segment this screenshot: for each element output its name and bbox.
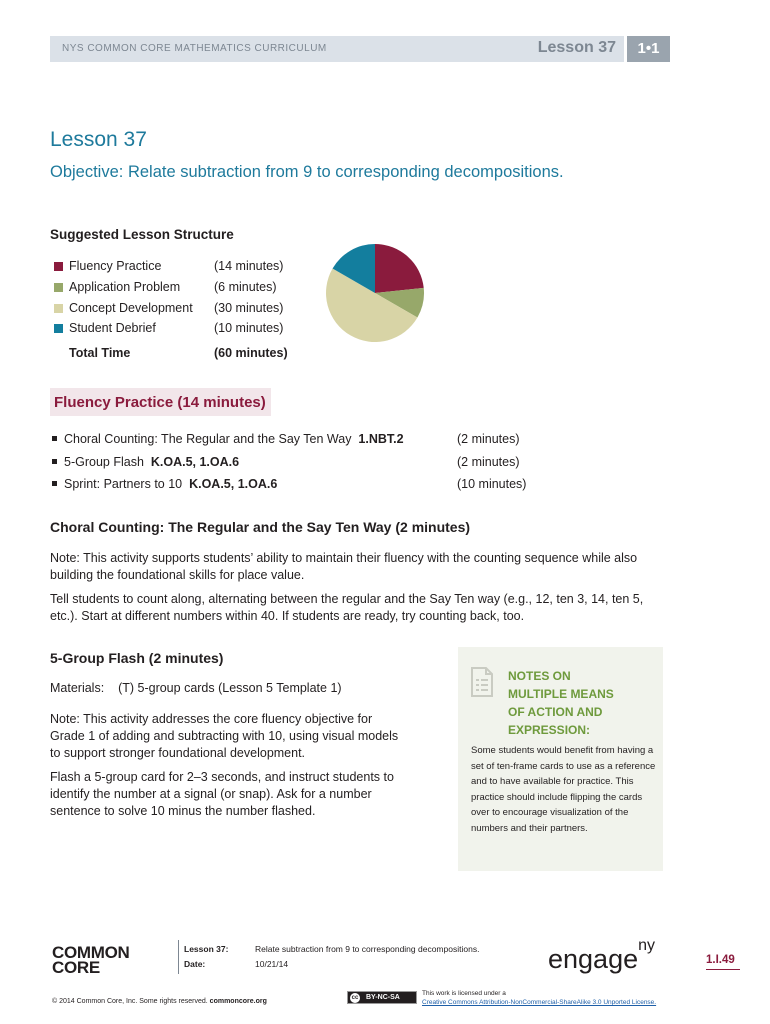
notes-heading-line: OF ACTION AND	[508, 705, 603, 719]
cc-badge-text: BY-NC-SA	[366, 994, 400, 1001]
structure-item-name: Concept Development	[69, 301, 193, 315]
notes-heading-line: EXPRESSION:	[508, 723, 591, 737]
footer-lesson-value: Relate subtraction from 9 to corresponding decompositions.	[255, 944, 480, 954]
notes-body: Some students would benefit from having a set of ten-frame cards to use as a reference and to have available for practice. This practice should include flipping the cards over to encourage visualization of the numbers and their partners.	[471, 745, 656, 834]
page-number-underline	[706, 969, 740, 970]
structure-item-time: (6 minutes)	[214, 280, 277, 294]
curriculum-label: NYS COMMON CORE MATHEMATICS CURRICULUM	[62, 43, 327, 54]
notes-heading-line: MULTIPLE MEANS	[508, 687, 614, 701]
copyright-text: © 2014 Common Core, Inc. Some rights reserved.	[52, 998, 210, 1005]
license-text: This work is licensed under a	[422, 990, 506, 997]
footer-lesson-label: Lesson 37:	[184, 944, 229, 954]
choral-heading: Choral Counting: The Regular and the Say Ten Way (2 minutes)	[50, 519, 471, 535]
fluency-item	[52, 455, 239, 469]
choral-note: Note: This activity supports students’ ability to maintain their fluency with the counting sequence while also building the foundational skills for place value.	[50, 551, 638, 582]
fluency-heading: Fluency Practice (14 minutes)	[54, 394, 266, 411]
page-header	[50, 36, 670, 62]
structure-title: Suggested Lesson Structure	[50, 227, 234, 242]
total-time: (60 minutes)	[214, 346, 288, 360]
structure-item-time: (14 minutes)	[214, 259, 284, 273]
cc-icon: cc	[351, 995, 359, 1001]
notes-sidebar	[458, 647, 663, 871]
header-grade-badge: 1•1	[624, 36, 670, 62]
lesson-objective: Objective: Relate subtraction from 9 to corresponding decompositions.	[50, 163, 564, 181]
footer-date-label: Date:	[184, 959, 206, 969]
page-number: 1.I.49	[706, 954, 735, 966]
document-icon	[471, 667, 493, 697]
flash-materials: Materials: (T) 5-group cards (Lesson 5 Template 1)	[50, 681, 342, 695]
choral-body: Tell students to count along, alternating between the regular and the Say Ten way (e.g., 12, ten 3, 14, ten 5, etc.). Start at different numbers within 40. If students are ready, try counting back, too.	[50, 592, 644, 623]
fluency-item	[52, 477, 277, 491]
engage-text: engage	[548, 944, 639, 974]
logo-line: CORE	[52, 958, 100, 977]
header-lesson: Lesson 37	[537, 39, 616, 56]
pie-slice-fluency-practice	[375, 244, 424, 293]
flash-heading: 5-Group Flash (2 minutes)	[50, 650, 224, 666]
structure-item-name: Student Debrief	[69, 321, 156, 335]
structure-item-time: (30 minutes)	[214, 301, 284, 315]
footer-date-value: 10/21/14	[255, 959, 289, 969]
structure-item-time: (10 minutes)	[214, 321, 284, 335]
notes-heading	[508, 667, 658, 739]
fluency-item-time: (2 minutes)	[457, 432, 520, 446]
fluency-item	[52, 432, 404, 446]
logo-line: COMMON	[52, 943, 130, 962]
legend-swatch-application	[54, 283, 63, 292]
legend-swatch-concept	[54, 304, 63, 313]
flash-note: Note: This activity addresses the core fluency objective for Grade 1 of adding and subtracting with 10, using visual models to support stronger foundational development.	[50, 712, 399, 760]
footer-divider	[178, 940, 179, 974]
structure-item-name: Application Problem	[69, 280, 181, 294]
legend-swatch-fluency	[54, 262, 63, 271]
copyright-site: commoncore.org	[209, 998, 267, 1005]
license-link[interactable]: Creative Commons Attribution-NonCommercial-ShareAlike 3.0 Unported License.	[422, 999, 657, 1006]
fluency-item-time: (2 minutes)	[457, 455, 520, 469]
lesson-structure-pie	[325, 243, 425, 343]
fluency-item-text: Sprint: Partners to 10	[64, 477, 183, 491]
fluency-item-time: (10 minutes)	[457, 477, 527, 491]
fluency-item-text: Choral Counting: The Regular and the Say Ten Way	[64, 432, 352, 446]
copyright-notice	[52, 998, 267, 1005]
engageny-logo	[548, 937, 656, 975]
notes-heading-line: NOTES ON	[508, 669, 571, 683]
total-label: Total Time	[69, 346, 131, 360]
bullet-icon	[52, 481, 57, 486]
lesson-title: Lesson 37	[50, 128, 147, 151]
fluency-heading-box	[50, 388, 271, 416]
bullet-icon	[52, 459, 57, 464]
flash-body: Flash a 5-group card for 2–3 seconds, and instruct students to identify the number at a signal (or snap). Ask for a number sentence to solve 10 minus the number flashed.	[50, 770, 394, 818]
cc-license-badge	[347, 991, 417, 1004]
fluency-item-standard: K.OA.5, 1.OA.6	[150, 455, 240, 469]
fluency-item-standard: K.OA.5, 1.OA.6	[189, 477, 278, 491]
bullet-icon	[52, 436, 57, 441]
structure-item-name: Fluency Practice	[69, 259, 162, 273]
fluency-item-standard: 1.NBT.2	[358, 432, 404, 446]
engage-sup: ny	[638, 937, 656, 954]
fluency-item-text: 5-Group Flash	[64, 455, 144, 469]
common-core-logo	[52, 945, 130, 975]
legend-swatch-debrief	[54, 324, 63, 333]
